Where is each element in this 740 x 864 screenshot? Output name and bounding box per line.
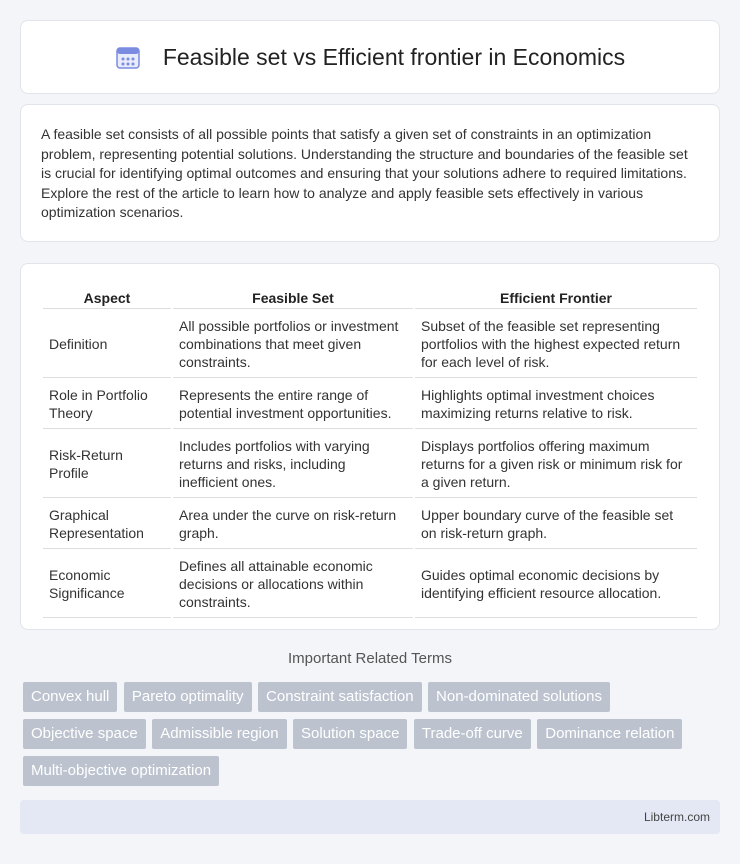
table-cell-aspect: Role in Portfolio Theory bbox=[43, 380, 171, 429]
related-term-tag[interactable]: Admissible region bbox=[152, 719, 286, 749]
related-term-tag[interactable]: Pareto optimality bbox=[124, 682, 252, 712]
intro-text: A feasible set consists of all possible points that satisfy a given set of constraints in an optimization problem, representing potential solutions. Understanding the structure and boundaries of the feasible set is crucial for identifying optimal outcomes and ensuring that your solutions adhere to required limitations. Explore the rest of the article to learn how to analyze and apply feasible sets effectively in various optimization scenarios. bbox=[41, 126, 688, 220]
table-row bbox=[43, 431, 697, 498]
title-card bbox=[20, 20, 720, 94]
related-term-tag[interactable]: Objective space bbox=[23, 719, 146, 749]
footer-site-link[interactable]: Libterm.com bbox=[643, 810, 710, 824]
table-row bbox=[43, 311, 697, 378]
table-cell-frontier: Subset of the feasible set representing portfolios with the highest expected return for each level of risk. bbox=[415, 311, 697, 378]
table-cell-frontier: Upper boundary curve of the feasible set on risk-return graph. bbox=[415, 500, 697, 549]
comparison-table-card bbox=[20, 263, 720, 630]
related-term-tag[interactable]: Constraint satisfaction bbox=[258, 682, 422, 712]
intro-card bbox=[20, 104, 720, 242]
table-cell-feasible: Includes portfolios with varying returns and risks, including inefficient ones. bbox=[173, 431, 413, 498]
related-term-tag[interactable]: Solution space bbox=[293, 719, 407, 749]
table-header-row bbox=[43, 286, 697, 309]
related-term-tag[interactable]: Multi-objective optimization bbox=[23, 756, 219, 786]
comparison-table bbox=[41, 284, 699, 620]
table-cell-frontier: Guides optimal economic decisions by identifying efficient resource allocation. bbox=[415, 551, 697, 618]
table-cell-frontier: Displays portfolios offering maximum returns for a given risk or minimum risk for a given return. bbox=[415, 431, 697, 498]
calendar-icon bbox=[115, 44, 141, 70]
table-cell-feasible: Represents the entire range of potential investment opportunities. bbox=[173, 380, 413, 429]
table-cell-frontier: Highlights optimal investment choices maximizing returns relative to risk. bbox=[415, 380, 697, 429]
table-cell-aspect: Economic Significance bbox=[43, 551, 171, 618]
table-row bbox=[43, 380, 697, 429]
related-term-tag[interactable]: Non-dominated solutions bbox=[428, 682, 610, 712]
related-terms-title: Important Related Terms bbox=[288, 650, 452, 667]
header-efficient-frontier: Efficient Frontier bbox=[415, 286, 697, 309]
table-cell-aspect: Definition bbox=[43, 311, 171, 378]
table-cell-feasible: All possible portfolios or investment combinations that meet given constraints. bbox=[173, 311, 413, 378]
table-cell-aspect: Graphical Representation bbox=[43, 500, 171, 549]
table-cell-feasible: Area under the curve on risk-return graph. bbox=[173, 500, 413, 549]
table-row bbox=[43, 500, 697, 549]
page-title: Feasible set vs Efficient frontier in Economics bbox=[162, 43, 626, 70]
related-term-tag[interactable]: Convex hull bbox=[23, 682, 117, 712]
table-row bbox=[43, 551, 697, 618]
table-cell-feasible: Defines all attainable economic decisions or allocations within constraints. bbox=[173, 551, 413, 618]
related-term-tag[interactable]: Dominance relation bbox=[537, 719, 682, 749]
related-terms-list bbox=[23, 682, 703, 793]
footer bbox=[20, 800, 720, 834]
related-term-tag[interactable]: Trade-off curve bbox=[414, 719, 531, 749]
header-feasible-set: Feasible Set bbox=[173, 286, 413, 309]
table-cell-aspect: Risk-Return Profile bbox=[43, 431, 171, 498]
header-aspect: Aspect bbox=[43, 286, 171, 309]
